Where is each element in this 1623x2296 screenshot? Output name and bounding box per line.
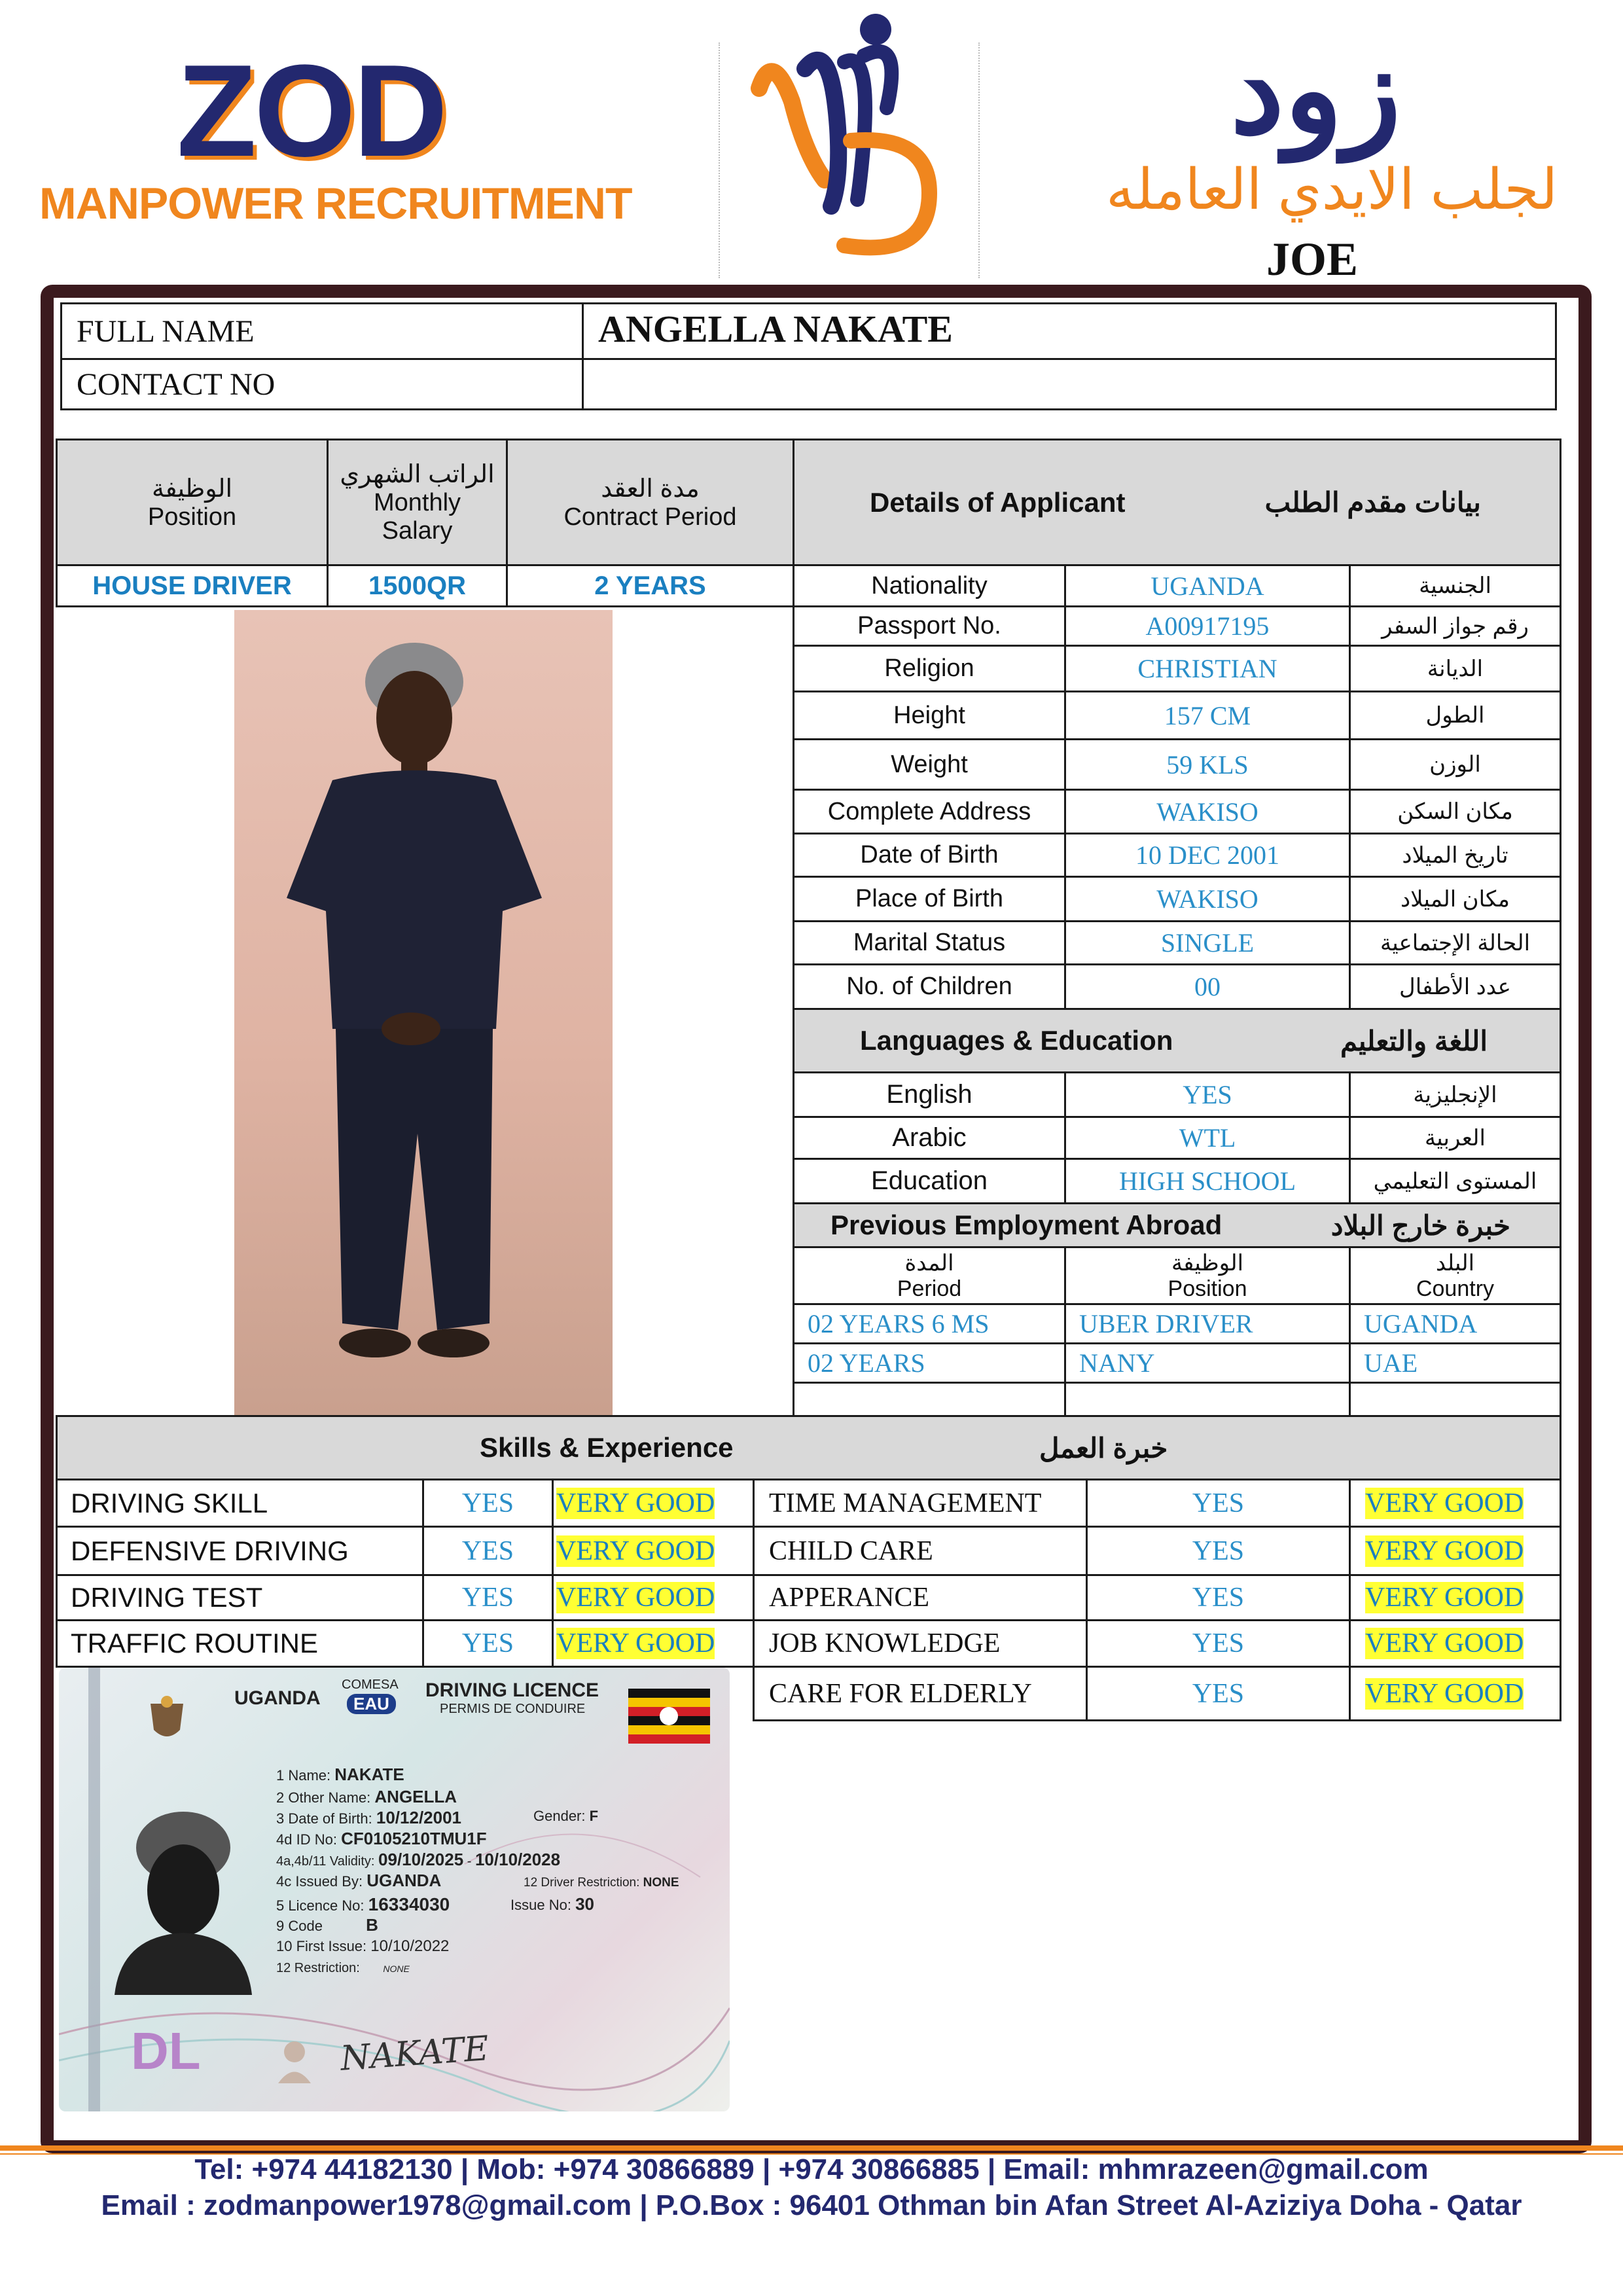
- brand-logo-text: ZOD: [177, 38, 446, 184]
- employment-position: [1064, 1342, 1351, 1384]
- footer-divider: [0, 2145, 1623, 2151]
- detail-label-text: Complete Address: [827, 797, 1031, 825]
- skill-name: [753, 1619, 1088, 1668]
- skill-level: [552, 1526, 755, 1576]
- skill-name-text: TIME MANAGEMENT: [769, 1488, 1042, 1518]
- driving-licence-card: [59, 1668, 730, 2111]
- contract-value: 2 YEARS: [506, 564, 794, 607]
- skill-has-text: YES: [1192, 1628, 1245, 1659]
- detail-label: [793, 738, 1066, 791]
- detail-arabic-label: [1349, 691, 1561, 740]
- detail-value-text: 00: [1194, 972, 1221, 1001]
- employment-country-text: UGANDA: [1364, 1309, 1478, 1338]
- employment-country-text: UAE: [1364, 1348, 1418, 1378]
- detail-value: [1064, 738, 1351, 791]
- skill-level: [1349, 1526, 1561, 1576]
- footer-address-line: Email : zodmanpower1978@gmail.com | P.O.Box : 96401 Othman bin Afan Street Al-Aziziya Doha - Qatar: [101, 2189, 1522, 2221]
- skill-has-text: YES: [1192, 1535, 1245, 1566]
- skill-name-text: DRIVING TEST: [71, 1582, 263, 1613]
- skill-level-highlight: VERY GOOD: [556, 1488, 715, 1518]
- detail-label-text: Marital Status: [853, 929, 1006, 956]
- applicant-photo: [234, 610, 613, 1415]
- licence-code: 9 Code B: [276, 1915, 378, 1935]
- skill-has-text: YES: [1192, 1488, 1245, 1518]
- detail-label: [793, 691, 1066, 740]
- languages-header: Languages & Education اللغة والتعليم: [793, 1008, 1561, 1073]
- detail-label: [793, 605, 1066, 647]
- licence-number: 5 Licence No: 16334030: [276, 1894, 450, 1914]
- licence-issue-no: Issue No: 30: [510, 1894, 594, 1914]
- footer-contact-line: Tel: +974 44182130 | Mob: +974 30866889 | +974 30866885 | Email: mhmrazeen@gmail.com: [194, 2153, 1429, 2185]
- skill-level-highlight: VERY GOOD: [556, 1535, 715, 1566]
- language-value: [1064, 1071, 1351, 1118]
- skill-has: [422, 1479, 554, 1528]
- detail-arabic-label: [1349, 876, 1561, 922]
- skill-name-text: DRIVING SKILL: [71, 1487, 268, 1518]
- employment-period: [793, 1342, 1066, 1384]
- skill-name-text: APPERANCE: [769, 1583, 930, 1613]
- language-label: [793, 1116, 1066, 1160]
- language-label: [793, 1071, 1066, 1118]
- detail-value-text: 59 KLS: [1166, 749, 1249, 780]
- licence-first-issue: 10 First Issue: 10/10/2022: [276, 1937, 450, 1955]
- skill-level-highlight: VERY GOOD: [1365, 1535, 1524, 1566]
- licence-id-no: 4d ID No: CF0105210TMU1F: [276, 1829, 487, 1848]
- contract-header: مدة العقد Contract Period: [506, 439, 794, 566]
- detail-arabic-label-text: تاريخ الميلاد: [1402, 842, 1508, 868]
- skill-level-highlight: VERY GOOD: [1365, 1488, 1524, 1518]
- skill-level-highlight: VERY GOOD: [1365, 1583, 1524, 1613]
- language-label-text: Education: [871, 1166, 988, 1195]
- licence-restriction: 12 Restriction: NONE: [276, 1961, 410, 1975]
- detail-label: [793, 920, 1066, 965]
- language-arabic-label-text: الإنجليزية: [1413, 1082, 1497, 1107]
- skill-has-text: YES: [461, 1535, 514, 1566]
- licence-other-name: 2 Other Name: ANGELLA: [276, 1787, 457, 1806]
- licence-gender: Gender: F: [533, 1808, 599, 1824]
- skill-level: [552, 1479, 755, 1528]
- detail-value: [1064, 605, 1351, 647]
- language-arabic-label-text: المستوى التعليمي: [1373, 1168, 1537, 1194]
- licence-country: UGANDA: [234, 1687, 321, 1709]
- employment-country: [1349, 1342, 1561, 1384]
- skill-has: [422, 1574, 554, 1621]
- detail-arabic-label-text: الديانة: [1427, 656, 1484, 681]
- skill-name-text: CHILD CARE: [769, 1535, 933, 1566]
- language-value-text: HIGH SCHOOL: [1119, 1166, 1296, 1196]
- employment-col-country: البلد Country: [1349, 1246, 1561, 1305]
- detail-value: [1064, 789, 1351, 834]
- detail-label: [793, 564, 1066, 607]
- detail-value-text: SINGLE: [1160, 928, 1255, 958]
- detail-arabic-label-text: مكان السكن: [1397, 799, 1513, 824]
- skill-has-text: YES: [461, 1583, 514, 1613]
- detail-value-text: 157 CM: [1164, 700, 1251, 730]
- skill-level: [552, 1619, 755, 1668]
- salary-value: 1500QR: [327, 564, 508, 607]
- position-header: الوظيفة Position: [56, 439, 329, 566]
- licence-comesa: COMESA: [342, 1677, 399, 1692]
- skill-has: [1086, 1574, 1351, 1621]
- details-header: Details of Applicant بيانات مقدم الطلب: [793, 439, 1561, 566]
- employment-period-text: 02 YEARS: [808, 1348, 925, 1378]
- skill-has: [1086, 1526, 1351, 1576]
- salary-header: الراتب الشهري Monthly Salary: [327, 439, 508, 566]
- detail-arabic-label: [1349, 920, 1561, 965]
- detail-arabic-label: [1349, 605, 1561, 647]
- language-value-text: WTL: [1179, 1123, 1236, 1153]
- employment-period: [793, 1303, 1066, 1344]
- language-value: [1064, 1158, 1351, 1204]
- language-label: [793, 1158, 1066, 1204]
- position-value: HOUSE DRIVER: [56, 564, 329, 607]
- detail-arabic-label-text: عدد الأطفال: [1399, 974, 1511, 999]
- skill-name: [56, 1619, 424, 1668]
- contact-label: CONTACT NO: [60, 358, 584, 410]
- licence-name: 1 Name: NAKATE: [276, 1765, 404, 1784]
- detail-value: [1064, 963, 1351, 1010]
- skill-has: [422, 1526, 554, 1576]
- skill-has-text: YES: [1192, 1678, 1245, 1709]
- detail-label-text: Date of Birth: [860, 841, 999, 869]
- detail-value-text: WAKISO: [1156, 797, 1258, 827]
- skill-level-highlight: VERY GOOD: [1365, 1678, 1524, 1709]
- skill-level-highlight: VERY GOOD: [556, 1628, 715, 1659]
- employment-period: [793, 1382, 1066, 1417]
- skill-name: [56, 1574, 424, 1621]
- detail-value-text: UGANDA: [1150, 571, 1264, 601]
- employment-position-text: NANY: [1079, 1348, 1155, 1378]
- skill-name-text: DEFENSIVE DRIVING: [71, 1535, 349, 1566]
- detail-label-text: Passport No.: [857, 612, 1001, 639]
- detail-value-text: WAKISO: [1156, 884, 1258, 914]
- skill-has: [1086, 1619, 1351, 1668]
- detail-label-text: Nationality: [871, 571, 988, 600]
- language-arabic-label: [1349, 1116, 1561, 1160]
- detail-value: [1064, 920, 1351, 965]
- detail-arabic-label-text: الوزن: [1429, 752, 1481, 777]
- detail-label-text: Religion: [884, 655, 974, 682]
- agent-name: JOE: [1266, 233, 1359, 285]
- employment-col-position: الوظيفة Position: [1064, 1246, 1351, 1305]
- licence-dl-mark: DL: [131, 2022, 201, 2080]
- detail-value: [1064, 833, 1351, 878]
- header-divider: [978, 43, 980, 278]
- detail-value: [1064, 564, 1351, 607]
- contact-value: [582, 358, 1557, 410]
- skill-level: [1349, 1574, 1561, 1621]
- licence-dob: 3 Date of Birth: 10/12/2001: [276, 1808, 462, 1827]
- employment-position: [1064, 1303, 1351, 1344]
- language-value: [1064, 1116, 1351, 1160]
- uganda-flag-icon: [628, 1689, 710, 1744]
- company-logo-icon: [733, 10, 969, 272]
- full-name-value: ANGELLA NAKATE: [582, 302, 1557, 360]
- detail-label: [793, 645, 1066, 692]
- brand-subtitle: MANPOWER RECRUITMENT: [39, 179, 632, 228]
- licence-title: DRIVING LICENCE: [425, 1679, 599, 1701]
- skill-name: [753, 1479, 1088, 1528]
- skill-level: [552, 1574, 755, 1621]
- detail-value-text: 10 DEC 2001: [1135, 840, 1279, 870]
- skill-name: [56, 1479, 424, 1528]
- employment-col-period: المدة Period: [793, 1246, 1066, 1305]
- licence-driver-restriction: 12 Driver Restriction: NONE: [524, 1876, 679, 1890]
- detail-arabic-label: [1349, 789, 1561, 834]
- skill-name-text: TRAFFIC ROUTINE: [71, 1628, 318, 1659]
- uganda-coat-of-arms-icon: [144, 1694, 190, 1746]
- skill-name: [753, 1526, 1088, 1576]
- skill-has-text: YES: [1192, 1583, 1245, 1613]
- language-label-text: English: [886, 1080, 972, 1109]
- employment-period-text: 02 YEARS 6 MS: [808, 1309, 990, 1338]
- detail-arabic-label: [1349, 963, 1561, 1010]
- detail-arabic-label: [1349, 564, 1561, 607]
- detail-value: [1064, 645, 1351, 692]
- detail-arabic-label-text: رقم جواز السفر: [1382, 613, 1529, 639]
- detail-arabic-label-text: الجنسية: [1419, 573, 1491, 598]
- skill-has: [1086, 1666, 1351, 1721]
- language-value-text: YES: [1183, 1080, 1232, 1109]
- skill-has-text: YES: [461, 1488, 514, 1518]
- detail-arabic-label-text: الحالة الإجتماعية: [1380, 930, 1531, 956]
- licence-validity: 4a,4b/11 Validity: 09/10/2025 - 10/10/2028: [276, 1850, 561, 1869]
- detail-arabic-label-text: الطول: [1425, 703, 1485, 728]
- brand-arabic-title: زود: [1230, 24, 1402, 158]
- detail-label-text: Place of Birth: [855, 885, 1003, 912]
- detail-label-text: No. of Children: [846, 973, 1012, 1000]
- detail-arabic-label: [1349, 645, 1561, 692]
- skill-name: [56, 1526, 424, 1576]
- skill-level: [1349, 1619, 1561, 1668]
- licence-subtitle: PERMIS DE CONDUIRE: [440, 1702, 586, 1716]
- licence-holder-photo: [108, 1799, 259, 1995]
- skill-level-highlight: VERY GOOD: [1365, 1628, 1524, 1659]
- licence-ghost-photo-icon: [275, 2037, 314, 2083]
- detail-label: [793, 963, 1066, 1010]
- language-arabic-label: [1349, 1071, 1561, 1118]
- licence-issued-by: 4c Issued By: UGANDA: [276, 1871, 442, 1890]
- skills-header: Skills & Experience خبرة العمل: [56, 1415, 1561, 1480]
- skill-has: [1086, 1479, 1351, 1528]
- employment-position: [1064, 1382, 1351, 1417]
- skill-name-text: JOB KNOWLEDGE: [769, 1628, 1001, 1659]
- detail-value-text: A00917195: [1145, 611, 1270, 641]
- detail-label: [793, 876, 1066, 922]
- skill-name: [753, 1666, 1088, 1721]
- employment-country: [1349, 1382, 1561, 1417]
- employment-position-text: UBER DRIVER: [1079, 1309, 1253, 1338]
- detail-arabic-label: [1349, 833, 1561, 878]
- skill-level: [1349, 1479, 1561, 1528]
- detail-value: [1064, 691, 1351, 740]
- employment-country: [1349, 1303, 1561, 1344]
- language-arabic-label: [1349, 1158, 1561, 1204]
- skill-level: [1349, 1666, 1561, 1721]
- detail-label-text: Weight: [891, 750, 968, 778]
- employment-header: Previous Employment Abroad خبرة خارج البلاد: [793, 1202, 1561, 1248]
- detail-value: [1064, 876, 1351, 922]
- header-divider: [719, 43, 720, 278]
- skill-name-text: CARE FOR ELDERLY: [769, 1678, 1032, 1709]
- language-label-text: Arabic: [892, 1123, 967, 1152]
- licence-eau-badge: EAU: [347, 1694, 396, 1714]
- brand-arabic-subtitle: لجلب الايدي العامله: [1106, 158, 1558, 221]
- language-arabic-label-text: العربية: [1425, 1125, 1486, 1151]
- detail-label-text: Height: [893, 701, 965, 729]
- detail-arabic-label-text: مكان الميلاد: [1400, 886, 1510, 912]
- skill-level-highlight: VERY GOOD: [556, 1583, 715, 1613]
- detail-arabic-label: [1349, 738, 1561, 791]
- skill-has: [422, 1619, 554, 1668]
- full-name-label: FULL NAME: [60, 302, 584, 360]
- detail-label: [793, 833, 1066, 878]
- detail-value-text: CHRISTIAN: [1137, 654, 1277, 683]
- licence-signature: NAKATE: [339, 2029, 490, 2079]
- skill-has-text: YES: [461, 1628, 514, 1659]
- skill-name: [753, 1574, 1088, 1621]
- detail-label: [793, 789, 1066, 834]
